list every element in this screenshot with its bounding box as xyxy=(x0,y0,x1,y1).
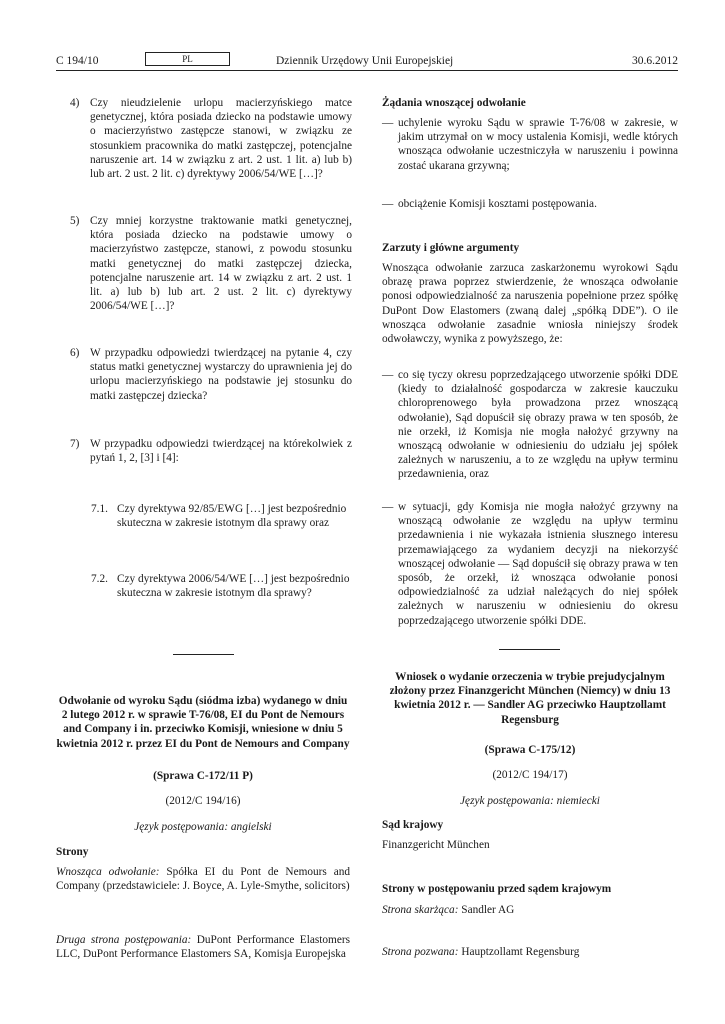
reference-case-number: (Sprawa C-175/12) xyxy=(484,744,576,756)
reference-title: Wniosek o wydanie orzeczenia w trybie prejudycjalnym złożony przez Finanzgericht München (Niemcy) w dniu 13 kwietnia 2012 r. — Sandler AG przeciwko Hauptzollamt Regensburg xyxy=(389,671,671,726)
question-number: 7.2. xyxy=(91,573,108,585)
question-7 xyxy=(70,437,352,465)
question-text: W przypadku odpowiedzi twierdzącej na pytanie 4, czy status matki genetycznej wystarczy do uprawnienia jej do urlopu macierzyńskiego na podstawie jej stosunku do matki zastępczej dziecka? xyxy=(90,347,352,402)
question-text: W przypadku odpowiedzi twierdzącej na którekolwiek z pytań 1, 2, [3] i [4]: xyxy=(90,438,352,465)
defendant xyxy=(382,945,579,959)
other-party xyxy=(56,933,350,961)
plea-2 xyxy=(382,500,678,628)
question-number: 7) xyxy=(70,438,80,450)
claimant-label: Strona skarżąca: xyxy=(382,904,459,916)
question-text: Czy mniej korzystne traktowanie matki genetycznej, która posiada dziecko na podstawie umowy o macierzyństwo zastępcze, stanowi, z powodu stosunku matki genetycznej do matki zastępczej dziecka, potencjalne naruszenie art. 14 w związku z art. 2 ust. 1 lit. a) lub b) lub art. 2 ust. 2 lit. c) dyrektywy 2006/54/WE […]? xyxy=(90,215,352,313)
question-number: 6) xyxy=(70,347,80,359)
header-rule xyxy=(56,70,678,71)
question-number: 4) xyxy=(70,97,80,109)
national-parties-heading: Strony w postępowaniu przed sądem krajowym xyxy=(382,883,612,895)
dash-marker: — xyxy=(382,369,394,381)
question-7-2 xyxy=(91,572,352,600)
defendant-label: Strona pozwana: xyxy=(382,946,459,958)
dash-marker: — xyxy=(382,501,394,513)
appellant-text: Spółka EI du Pont de Nemours and Company (przedstawiciele: J. Boyce, A. Lyle-Smythe, solicitors) xyxy=(56,866,351,893)
case-title: Odwołanie od wyroku Sądu (siódma izba) wydanego w dniu 2 lutego 2012 r. w sprawie T-76/08, EI du Pont de Nemours and Company i in. przeciwko Komisji, wniesione w dniu 5 kwietnia 2012 r. przez EI du Pont de Nemours and Company xyxy=(56,695,350,750)
dash-marker: — xyxy=(382,198,394,210)
journal-title: Dziennik Urzędowy Unii Europejskiej xyxy=(276,55,454,67)
page-header xyxy=(56,54,678,70)
question-7-1 xyxy=(91,502,352,530)
defendant-name: Hauptzollamt Regensburg xyxy=(461,946,580,958)
question-number: 5) xyxy=(70,215,80,227)
claim-text: uchylenie wyroku Sądu w sprawie T-76/08 w zakresie, w jakim utrzymał on w mocy ustalenia Komisji, wedle których wnosząca odwołanie uczestniczyła w naruszeniu i powinna zostać ukarana grzywną; xyxy=(398,117,678,172)
oj-reference: (2012/C 194/16) xyxy=(165,795,241,807)
appellant-label: Wnosząca odwołanie: xyxy=(56,866,160,878)
claim-2 xyxy=(382,197,678,211)
parties-heading: Strony xyxy=(56,846,89,858)
claimant-name: Sandler AG xyxy=(461,904,515,916)
language-of-case: Język postępowania: angielski xyxy=(134,821,272,833)
question-text: Czy nieudzielenie urlopu macierzyńskiego matce genetycznej, która posiada dziecko na podstawie umowy o macierzyństwo zastępcze stanowi, w związku ze stosunkiem pracownika do matki zastępczej, potencjalne naruszenie art. 14 w związku z art. 2 ust. 1 lit. a) lub b) lub art. 2 ust. 2 lit. c) dyrektywy 2006/54/WE […]? xyxy=(90,97,352,181)
question-4 xyxy=(70,96,352,181)
dash-marker: — xyxy=(382,117,394,129)
claims-heading: Żądania wnoszącej odwołanie xyxy=(382,97,526,109)
question-number: 7.1. xyxy=(91,503,108,515)
oj-series-number: C 194/10 xyxy=(56,55,99,67)
appellant xyxy=(56,865,350,893)
other-party-label: Druga strona postępowania: xyxy=(56,934,192,946)
plea-1 xyxy=(382,368,678,482)
national-court-name: Finanzgericht München xyxy=(382,839,490,851)
language-code-box: PL xyxy=(145,52,230,66)
reference-oj: (2012/C 194/17) xyxy=(492,769,568,781)
question-6 xyxy=(70,346,352,403)
claim-text: obciążenie Komisji kosztami postępowania. xyxy=(398,198,597,210)
national-court-heading: Sąd krajowy xyxy=(382,819,444,831)
question-text: Czy dyrektywa 2006/54/WE […] jest bezpośrednio skuteczna w zakresie istotnym dla sprawy? xyxy=(117,573,350,600)
question-text: Czy dyrektywa 92/85/EWG […] jest bezpośrednio skuteczna w zakresie istotnym dla sprawy oraz xyxy=(117,503,347,530)
reference-language: Język postępowania: niemiecki xyxy=(460,795,600,807)
pleas-intro: Wnosząca odwołanie zarzuca zaskarżonemu wyrokowi Sądu obrazę prawa poprzez stwierdzenie, że wnosząca odwołanie ponosi odpowiedzialność za naruszenia popełnione przez spółkę DuPont Dow Elastomers (zwaną dalej „spółką DDE”). O ile wnosząca odwołanie zasadnie wniosła niniejszy środek odwoławczy, wynika z powyższego, że: xyxy=(382,262,678,346)
pleas-heading: Zarzuty i główne argumenty xyxy=(382,242,520,254)
question-5 xyxy=(70,214,352,313)
claim-1 xyxy=(382,116,678,173)
other-party-text: DuPont Performance Elastomers LLC, DuPont Performance Elastomers SA, Komisja Europejska xyxy=(56,934,350,961)
plea-text: co się tyczy okresu poprzedzającego utworzenie spółki DDE (kiedy to działalność gospodarcza w zakresie kauczuku chloroprenowego była prowadzona przez wnoszącą odwołanie), Sąd dopuścił się obrazy prawa w ten sposób, że nie orzekł, iż Komisja nie mogła nałożyć grzywny na wnoszącą odwołanie w odniesieniu do udziału jej spółek zależnych w naruszeniu, a to ze względu na upływ terminu przedawnienia, oraz xyxy=(398,369,678,481)
case-number: (Sprawa C-172/11 P) xyxy=(153,770,253,782)
claimant xyxy=(382,903,514,917)
publication-date: 30.6.2012 xyxy=(632,55,678,67)
section-separator xyxy=(499,649,560,650)
section-separator xyxy=(173,654,234,655)
plea-text: w sytuacji, gdy Komisja nie mogła nałożyć grzywny na wnoszącą odwołanie ze względu na upływ terminu przedawnienia i nie wykazała istnienia słusznego interesu przemawiającego za wydaniem decyzji na niekorzyść wnoszącej odwołanie — Sąd dopuścił się obrazy prawa w ten sposób, że orzekł, iż wnosząca odwołanie ponosi odpowiedzialność za udział należących do niej spółek zależnych w naruszeniu w odniesieniu do okresu poprzedzającego utworzenie spółki DDE. xyxy=(398,501,678,627)
